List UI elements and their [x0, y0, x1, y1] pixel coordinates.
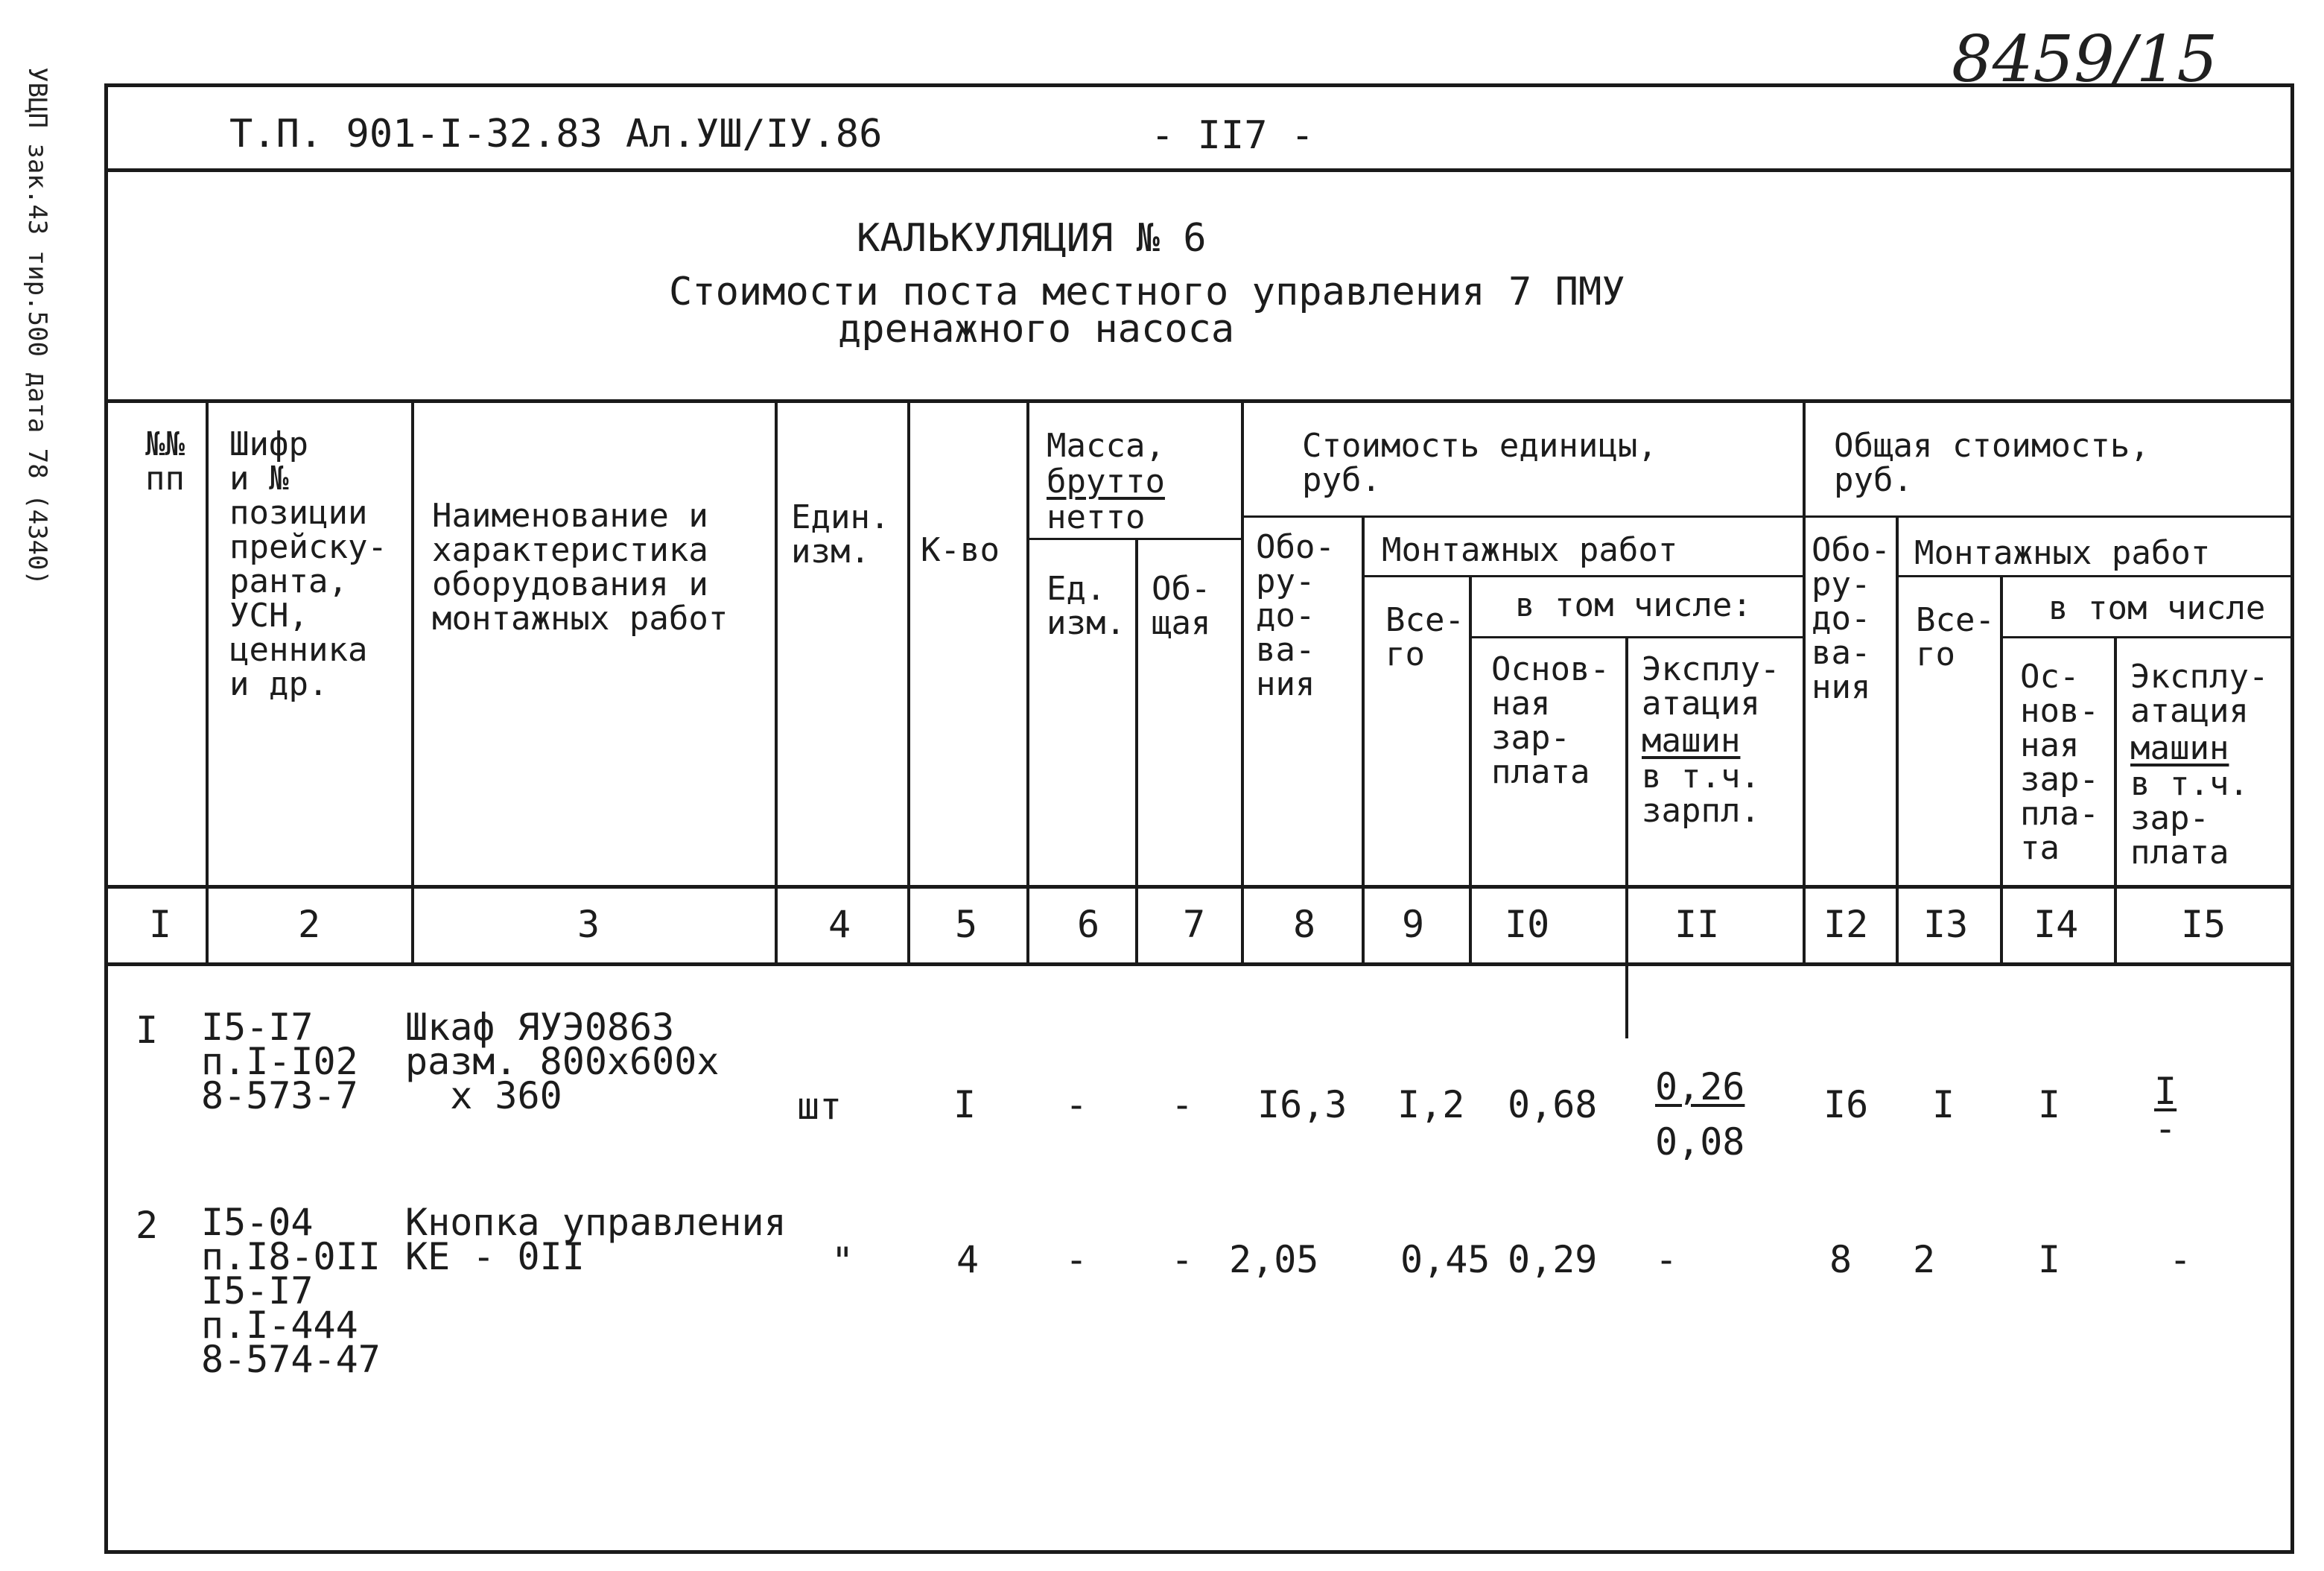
col-line-1 [206, 399, 209, 962]
col-header-10: Основ- ная зар- плата [1491, 650, 1610, 791]
mass-header: Масса, [1047, 427, 1165, 465]
col-header-15b: машин [2130, 729, 2229, 767]
archive-number: 8459/15 [1952, 22, 2218, 97]
col-header-15a: Эксплу- атация [2130, 658, 2269, 730]
row1-total-machine-salary: - [2154, 1107, 2177, 1150]
row2-mont-total: 0,45 [1400, 1238, 1490, 1281]
total-cost-header: Общая стоимость, руб. [1834, 427, 2150, 499]
col-number-10: I0 [1505, 903, 1550, 946]
col-line-10 [1625, 636, 1628, 1038]
col-line-2 [411, 399, 414, 962]
col-number-11: II [1674, 903, 1720, 946]
album-code: Ал.УШ/IУ.86 [626, 112, 883, 156]
row1-code: I5-I7 п.I-I02 8-573-7 [201, 1006, 358, 1117]
row2-number: 2 [136, 1204, 159, 1247]
table-top-line [104, 399, 2294, 403]
side-stamp: УВЦП зак.43 тир.500 дата 78 (4340) [22, 67, 52, 585]
col-header-9: Все- го [1385, 601, 1464, 673]
row2-total-salary: I [2038, 1238, 2061, 1281]
col-line-12 [1896, 515, 1899, 962]
col-line-6 [1135, 538, 1138, 962]
col-header-15c: в т.ч. зар- плата [2130, 765, 2249, 872]
total-group-line [1803, 515, 2290, 518]
page-number: - II7 - [1151, 113, 1315, 158]
col-number-13: I3 [1923, 903, 1969, 946]
row2-equipment: 2,05 [1229, 1238, 1319, 1281]
row1-total-equipment: I6 [1823, 1083, 1869, 1126]
col-line-14 [2114, 636, 2117, 962]
row2-salary: 0,29 [1508, 1238, 1598, 1281]
col-number-3: 3 [577, 903, 600, 946]
col-header-11b: машин [1642, 722, 1741, 760]
row2-name: Кнопка управления КЕ - 0II [405, 1201, 787, 1278]
row2-total-equipment: 8 [1829, 1238, 1852, 1281]
col-line-3 [775, 399, 778, 962]
row2-unit: " [831, 1240, 854, 1283]
row1-qty: I [953, 1083, 977, 1126]
row2-total-machine: - [2169, 1238, 2192, 1281]
doc-subtitle-2: дренажного насоса [838, 307, 1235, 352]
mass-sub-line [1026, 538, 1241, 540]
row1-machine: 0,26 [1655, 1065, 1745, 1108]
col-line-9 [1469, 575, 1472, 962]
col-header-11a: Эксплу- атация [1642, 650, 1780, 723]
col-header-1: №№ пп [145, 425, 185, 498]
row1-total-mont: I [1932, 1083, 1955, 1126]
col-line-7 [1241, 399, 1244, 962]
unit-cost-header: Стоимость единицы, руб. [1302, 427, 1657, 499]
col-header-12: Обо- ру- до- ва- ния [1812, 531, 1890, 706]
col-number-9: 9 [1402, 903, 1425, 946]
row1-mont-total: I,2 [1397, 1083, 1465, 1126]
col-header-11c: в т.ч. зарпл. [1642, 758, 1760, 830]
col-number-8: 8 [1293, 903, 1316, 946]
row1-mass-total: - [1171, 1083, 1194, 1126]
header-divider [104, 168, 2294, 172]
col-header-5: К-во [921, 531, 1000, 569]
incl-total-header: в том числе [2048, 589, 2266, 627]
incl-unit-header: в том числе: [1515, 586, 1752, 624]
row1-equipment: I6,3 [1257, 1083, 1347, 1126]
col-number-14: I4 [2034, 903, 2079, 946]
doc-subtitle-1: Стоимости поста местного управления 7 ПМУ [669, 270, 1625, 314]
row1-unit: шт [797, 1085, 842, 1128]
col-line-8 [1362, 515, 1365, 962]
row2-total-mont: 2 [1913, 1238, 1936, 1281]
mont-unit-header: Монтажных работ [1382, 531, 1678, 569]
col-number-5: 5 [955, 903, 978, 946]
row2-mass-total: - [1171, 1238, 1194, 1281]
row2-qty: 4 [956, 1238, 980, 1281]
mass-netto: нетто [1047, 498, 1146, 536]
col-line-4 [907, 399, 910, 962]
column-number-bottom-line [104, 962, 2294, 966]
unit-incl-line [1469, 636, 1803, 638]
total-incl-line [2000, 636, 2290, 638]
row1-total-salary: I [2038, 1083, 2061, 1126]
unit-group-line [1241, 515, 1803, 518]
col-number-15: I5 [2181, 903, 2226, 946]
project-code: Т.П. 901-I-32.83 [229, 112, 603, 156]
col-number-6: 6 [1077, 903, 1100, 946]
col-line-13 [2000, 575, 2003, 962]
col-number-2: 2 [298, 903, 321, 946]
row1-mass-unit: - [1065, 1083, 1088, 1126]
mont-total-header: Монтажных работ [1914, 534, 2211, 572]
doc-title: КАЛЬКУЛЯЦИЯ № 6 [857, 216, 1207, 261]
col-header-6: Ед. изм. [1047, 570, 1126, 642]
row1-name: Шкаф ЯУЭ0863 разм. 800х600х х 360 [405, 1006, 720, 1117]
row1-total-machine: I [2154, 1070, 2177, 1113]
col-number-12: I2 [1823, 903, 1869, 946]
column-number-top-line [104, 885, 2294, 889]
row2-code: I5-04 п.I8-0II I5-I7 п.I-444 8-574-47 [201, 1201, 381, 1381]
col-number-1: I [149, 903, 172, 946]
col-header-8: Обо- ру- до- ва- ния [1256, 528, 1335, 703]
row2-machine: - [1655, 1238, 1678, 1281]
total-mont-line [1896, 575, 2290, 577]
row2-mass-unit: - [1065, 1238, 1088, 1281]
col-line-5 [1026, 399, 1029, 962]
row1-machine-salary: 0,08 [1655, 1120, 1745, 1164]
mass-brutto: брутто [1047, 463, 1165, 501]
col-header-14: Ос- нов- ная зар- пла- та [2020, 658, 2099, 867]
row1-salary: 0,68 [1508, 1083, 1598, 1126]
col-header-3: Наименование и характеристика оборудования и монтажных работ [432, 497, 728, 638]
col-number-4: 4 [828, 903, 851, 946]
col-header-7: Об- щая [1152, 570, 1211, 642]
col-header-2: Шифр и № позиции прейску- ранта, УСН, ценника и др. [229, 425, 387, 703]
col-line-11 [1803, 399, 1806, 962]
unit-mont-line [1362, 575, 1803, 577]
col-number-7: 7 [1183, 903, 1206, 946]
row1-number: I [136, 1009, 159, 1052]
col-header-13: Все- го [1916, 601, 1995, 673]
col-header-4: Един. изм. [791, 498, 890, 571]
